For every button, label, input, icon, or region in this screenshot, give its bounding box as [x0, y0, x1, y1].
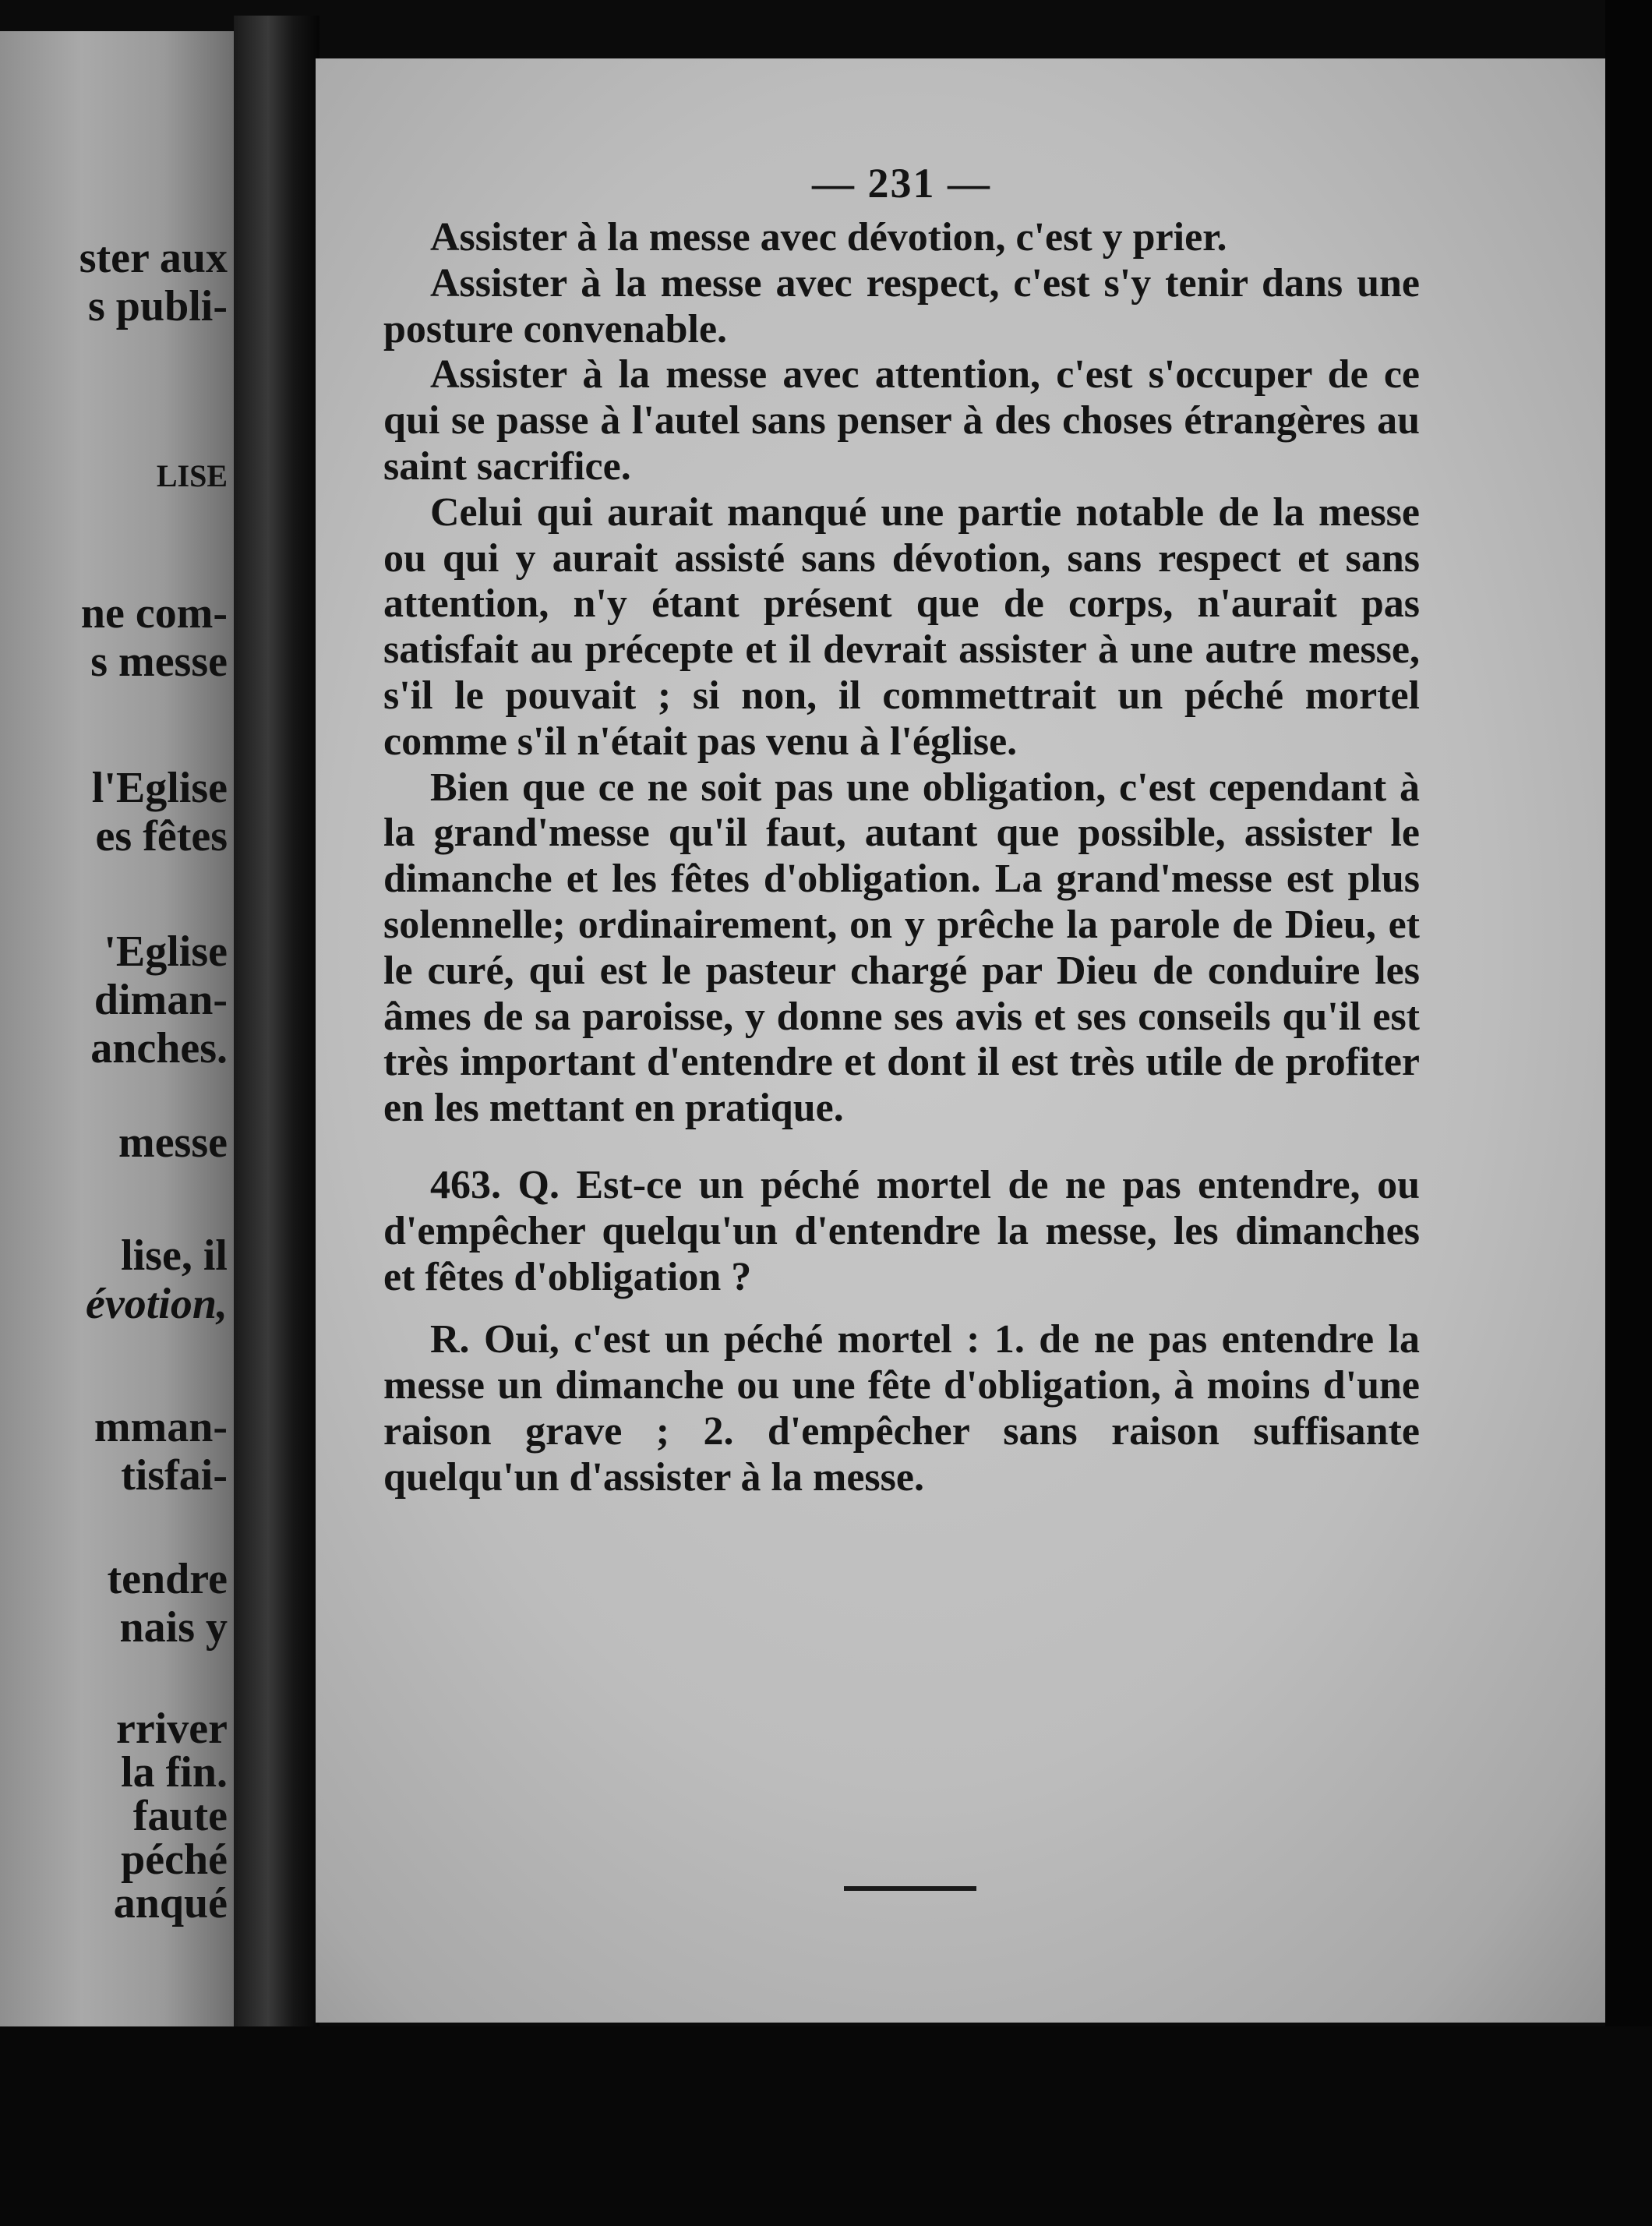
left-page-fragment: l'Eglise [91, 764, 228, 812]
left-page-fragment: s publi- [88, 282, 228, 330]
body-paragraph: Bien que ce ne soit pas une obligation, c'est cependant à la grand'messe qu'il faut, autant que possible, assister le dimanche et les fêtes d'obligation. La grand'messe est plus solennelle; ordinairement, on y prêche la parole de Dieu, et le curé, qui est le pasteur chargé par Dieu de conduire les âmes de sa paroisse, y donne ses avis et ses conseils qu'il est très important d'entendre et dont il est très utile de profiter en les mettant en pratique. [383, 765, 1420, 1131]
left-page-fragment: mman- [94, 1403, 228, 1451]
left-page-fragment: s messe [90, 638, 228, 686]
book-gutter [234, 16, 319, 2042]
left-page-fragment: péché [121, 1836, 228, 1884]
left-facing-page [0, 31, 234, 2058]
scan-border-right [1605, 0, 1652, 2226]
left-page-fragment: tendre [107, 1555, 228, 1603]
left-page-fragment: ster aux [79, 234, 228, 282]
page-text-block [383, 156, 1420, 1501]
left-page-fragment: es fêtes [95, 812, 228, 860]
left-page-fragment: tisfai- [121, 1451, 228, 1500]
left-page-fragment: rriver [116, 1705, 228, 1753]
left-page-fragment: la fin. [121, 1748, 228, 1797]
left-page-fragment: messe [118, 1118, 228, 1167]
left-page-fragment: anches. [90, 1024, 228, 1072]
left-page-fragment: ne com- [80, 589, 228, 638]
left-page-fragment: faute [132, 1792, 228, 1840]
body-paragraph: Celui qui aurait manqué une partie notable de la messe ou qui y aurait assisté sans dévotion, sans respect et sans attention, n'y étant présent que de corps, n'aurait pas satisfait au précepte et il devrait assister à une autre messe, s'il le pouvait ; si non, il commettrait un péché mortel comme s'il n'était pas venu à l'église. [383, 489, 1420, 764]
body-paragraph: Assister à la messe avec respect, c'est s'y tenir dans une posture convenable. [383, 260, 1420, 352]
scan-border-bottom [0, 2026, 1652, 2226]
body-paragraph: Assister à la messe avec dévotion, c'est y prier. [430, 215, 1227, 260]
left-page-fragment: diman- [94, 976, 228, 1024]
catechism-question: 463. Q. Est-ce un péché mortel de ne pas entendre, ou d'empêcher quelqu'un d'entendre la messe, les dimanches et fêtes d'obligation ? [383, 1162, 1420, 1299]
left-page-fragment: nais y [119, 1603, 228, 1652]
left-page-fragment: évotion, [86, 1280, 228, 1328]
catechism-answer: R. Oui, c'est un péché mortel : 1. de ne pas entendre la messe un dimanche ou une fête d'obligation, à moins d'une raison grave ; 2. d'empêcher sans raison suffisante quelqu'un d'assister à la messe. [383, 1317, 1420, 1500]
left-page-fragment: anqué [113, 1879, 228, 1927]
page-number: — 231 — [812, 160, 991, 207]
left-page-fragment: lise, il [121, 1231, 228, 1280]
left-page-fragment: LISE [156, 458, 228, 493]
end-rule [844, 1886, 976, 1891]
left-page-fragment: 'Eglise [104, 928, 228, 976]
body-paragraph: Assister à la messe avec attention, c'est s'occuper de ce qui se passe à l'autel sans penser à des choses étrangères au saint sacrifice. [383, 352, 1420, 489]
